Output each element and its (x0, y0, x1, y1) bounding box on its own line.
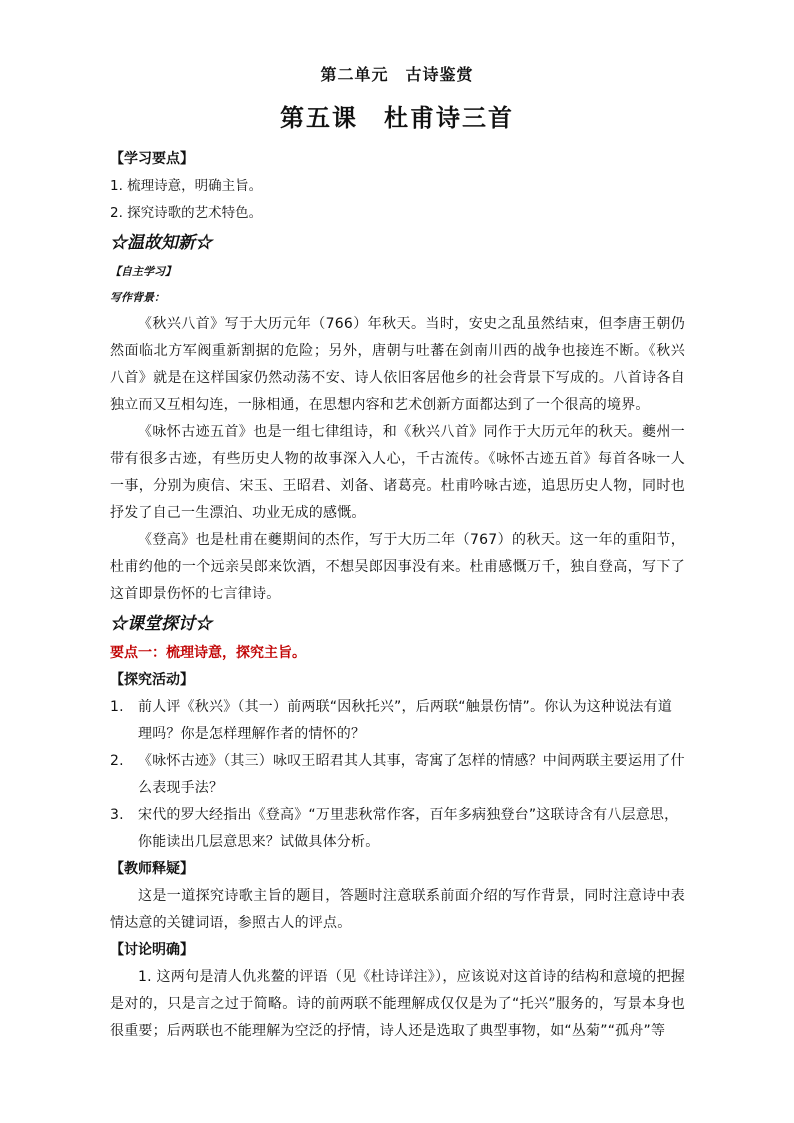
discussion-header: 【讨论明确】 (110, 942, 194, 958)
teacher-header: 【教师释疑】 (110, 861, 194, 877)
review-header: ☆温故知新☆ (110, 233, 212, 253)
background-paragraph: 《秋兴八首》写于大历元年（766）年秋天。当时，安史之乱虽然结束，但李唐王朝仍然面临北方军阀重新割据的危险；另外，唐朝与吐蕃在剑南川西的战争也接连不断。《秋兴八首》就是在这样国家仍然动荡不安、诗人依旧客居他乡的社会背景下写成的。八首诗各自独立而又互相勾连，一脉相通，在思想内容和艺术创新方面都达到了一个很高的境界。 (110, 316, 685, 413)
document-body (110, 146, 685, 1045)
discussion-paragraph: 1. 这两句是清人仇兆鳌的评语（见《杜诗详注》），应该说对这首诗的结构和意境的把握是对的，只是言之过于简略。诗的前两联不能理解成仅仅是为了“托兴”服务的，写景本身也很重要；后两联也不能理解为空泛的抒情，诗人还是选取了典型事物，如“丛菊”“孤舟”等 (110, 969, 685, 1039)
background-paragraph: 《咏怀古迹五首》也是一组七律组诗，和《秋兴八首》同作于大历元年的秋天。夔州一带有很多古迹，有些历史人物的故事深入人心，千古流传。《咏怀古迹五首》每首各咏一人一事，分别为庾信、宋玉、王昭君、刘备、诸葛亮。杜甫吟咏古迹，追思历史人物，同时也抒发了自己一生漂泊、功业无成的感慨。 (110, 424, 685, 521)
background-paragraph: 《登高》也是杜甫在夔期间的杰作，写于大历二年（767）的秋天。这一年的重阳节，杜甫约他的一个远亲吴郎来饮酒，不想吴郎因事没有来。杜甫感慨万千，独自登高，写下了这首即景伤怀的七言律诗。 (110, 532, 685, 602)
lesson-title: 第五课 杜甫诗三首 (280, 103, 514, 132)
teacher-paragraph: 这是一道探究诗歌主旨的题目，答题时注意联系前面介绍的写作背景，同时注意诗中表情达意的关键词语，参照古人的评点。 (110, 888, 685, 931)
question-item (110, 748, 685, 802)
question-item (110, 694, 685, 748)
question-number: 3. (110, 807, 124, 823)
question-text: 宋代的罗大经指出《登高》“万里悲秋常作客，百年多病独登台”这联诗含有八层意思，你能读出几层意思来？试做具体分析。 (138, 807, 679, 850)
question-number: 2. (110, 753, 124, 769)
objective-item: 1. 梳理诗意，明确主旨。 (110, 178, 263, 194)
objective-item: 2. 探究诗歌的艺术特色。 (110, 205, 263, 221)
self-study-label: 【自主学习】 (110, 265, 176, 278)
activity-header: 【探究活动】 (110, 672, 194, 688)
unit-title: 第二单元 古诗鉴赏 (320, 65, 474, 84)
classroom-header: ☆课堂探讨☆ (110, 614, 212, 634)
question-text: 前人评《秋兴》（其一）前两联“因秋托兴”，后两联“触景伤情”。你认为这种说法有道理吗？你是怎样理解作者的情怀的？ (138, 699, 673, 742)
question-item (110, 802, 685, 856)
background-label: 写作背景： (110, 291, 165, 304)
objectives-header: 【学习要点】 (110, 151, 194, 167)
question-number: 1. (110, 699, 124, 715)
key-point-heading: 要点一：梳理诗意，探究主旨。 (110, 645, 306, 661)
question-text: 《咏怀古迹》（其三）咏叹王昭君其人其事，寄寓了怎样的情感？中间两联主要运用了什么表现手法？ (138, 753, 685, 796)
